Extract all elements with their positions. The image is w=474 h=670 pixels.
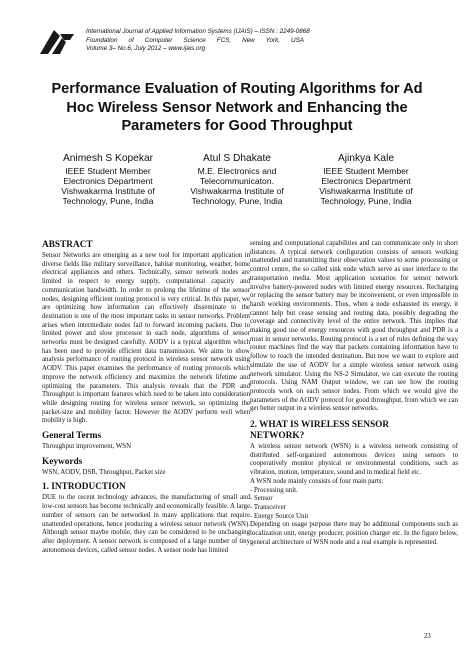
author-affiliation-line: Telecommunicaton.: [199, 175, 275, 186]
author-affiliation-line: M.E. Electronics and: [197, 165, 277, 176]
author-affiliation-line: IEEE Student Member: [65, 165, 151, 176]
journal-word: Foundation: [86, 36, 118, 44]
author-block-1: [44, 153, 172, 207]
journal-line-1: International Journal of Applied Information Systems (IJAIS) – ISSN : 2249-0868: [86, 28, 310, 35]
journal-word: York,: [265, 36, 281, 44]
journal-logo-icon: [40, 30, 74, 54]
author-block-2: [175, 153, 299, 207]
author-block-3: [302, 153, 430, 207]
author-affiliation-line: IEEE Student Member: [323, 165, 409, 176]
list-item: - Energy Source Unit: [250, 512, 309, 520]
paper-title: [24, 80, 450, 136]
journal-header: [86, 28, 336, 54]
list-item: - Transceiver: [250, 503, 286, 511]
list-item: - Processing unit.: [250, 486, 298, 494]
title-line-1: Performance Evaluation of Routing Algorithms for Ad: [51, 81, 423, 97]
journal-word: Computer: [144, 36, 173, 44]
journal-word: New: [242, 36, 255, 44]
right-column: [250, 240, 458, 548]
abstract-text: Sensor Networks are emerging as a new tool for important application in diverse fields like military surveillance, habitat monitoring, weather, home electrical appliances and others. Technically, sensor network nodes are limited in respect to energy supply, computational capacity and communication bandwidth. In order to prolong the lifetime of the sensor nodes, designing efficient routing protocol is very critical. In this paper, we are optimizing how information can effectively disseminate to the destination is one of the most important tasks in sensor networks. Problem arises when intermediate nodes fail to forward incoming packets. Due to limited power and slow processor in each node, algorithms of sensor networks must be designed carefully. AODV is a typical algorithm which has been used to provide efficient data transmission. We aims to show analysis performance of routing protocol in wireless sensor network using AODV. This paper examines the performance of routing protocols which improve the network efficiency and maximize the network lifetime and optimizing the parameters. This analysis reveals that the PDR and Throughput is important features which need to be taken into consideration while designing routing for wireless sensor network, so optimizing the packet-size and mobility factor. However the AODV perform well when mobility is high.: [42, 252, 250, 425]
introduction-text: DUE to the recent technology advances, the manufacturing of small and low-cost sensors has become technically and economically feasible. A large number of sensors can be networked in many applications that require unattended operations, hence producing a wireless sensor network (WSN). Although sensor maybe mobile, they can be considered to be unchanging after deployment. A sensor network is composed of a large number of tiny autonomous devices, called sensor nodes. A sensor node has limited: [42, 494, 250, 554]
author-affiliation-line: Technology, Pune, India: [191, 196, 283, 207]
journal-word: of: [128, 36, 134, 44]
title-line-3: Parameters for Good Throughput: [121, 118, 353, 134]
author-affiliation-line: Vishwakarma Institute of: [61, 186, 155, 197]
introduction-continuation-text: sensing and computational capabilities and can communicate only in short distances. A typical network configuration consists of sensors working unattended and transmitting their observation values to some processing or control centre, the so called sink node which serve as user interface to the transportation media. Most application scenarios for sensor network involve battery-powered nodes with limited energy resources. Recharging or replacing the sensor battery may be inconvenient, or even impossible in harsh working environments. Thus, when a node exhausted its energy, it cannot help but cease sensing and routing data, possibly degrading the coverage and connectivity level of the entire network. This implies that making good use of energy resources with good throughput and PDR is a must in sensor networks. Routing protocol is a set of rules defining the way router machines find the way that packets containing information have to follow to reach the intended destination. But now we want to explore and simulate the use of AODV for a simple wireless sensor network using network simulator. Using the NS-2 Simulator, we can execute the routing protocols. Using NAM Output window, we can see how the routing protocols work on each sensor nodes. From which we would give the parameters of the AODV protocol for good throughput, from which we can get better output in a wireless sensor networks.: [250, 240, 458, 413]
journal-word: USA: [291, 36, 304, 44]
journal-line-3: Volume 3– No.6, July 2012 – www.ijais.org: [86, 45, 206, 52]
section2-text: A wireless sensor network (WSN) is a wireless network consisting of distributed self-organized autonomous devices using sensors to cooperatively monitor physical or environmental conditions, such as vibration, motion, temperature, sound and in medical field etc.: [250, 443, 458, 477]
abstract-heading: ABSTRACT: [42, 240, 93, 250]
author-affiliation-line: Electronics Department: [321, 175, 411, 186]
author-affiliation-line: Technology, Pune, India: [320, 196, 412, 207]
section2-heading-line-2: NETWORK?: [250, 431, 305, 442]
section2-heading: [250, 420, 458, 442]
page-number: 23: [424, 633, 431, 640]
author-affiliation-line: Technology, Pune, India: [62, 196, 154, 207]
keywords-text: WSN, AODV, DSR, Throughput, Packet size: [42, 468, 166, 476]
author-name: Animesh S Kopekar: [62, 153, 154, 164]
journal-line-2: [86, 37, 304, 46]
author-affiliation-line: Vishwakarma Institute of: [319, 186, 413, 197]
author-name: Ajinkya Kale: [337, 153, 395, 164]
title-line-2: Hoc Wireless Sensor Network and Enhancing the: [66, 99, 408, 116]
author-affiliation-line: Vishwakarma Institute of: [190, 186, 284, 197]
left-column: [42, 240, 250, 555]
general-terms-heading: General Terms: [42, 431, 102, 442]
author-name: Atul S Dhakate: [203, 153, 271, 164]
journal-word: Science: [183, 36, 206, 44]
keywords-heading: Keywords: [42, 456, 83, 467]
journal-word: FCS,: [216, 36, 232, 44]
introduction-heading: 1. INTRODUCTION: [42, 482, 126, 493]
list-intro: A WSN node mainly consists of four main parts:: [250, 477, 384, 485]
author-affiliation-line: Electronics Department: [63, 175, 153, 186]
section2-heading-line-1: 2. WHAT IS WIRELESS SENSOR: [250, 420, 390, 431]
list-item: - Sensor: [250, 495, 273, 503]
section2-closing-text: Depending on usage purpose there may be additional components such as localization unit, energy producer, position charger etc. In the figure below, general architecture of WSN node and a real example is represented.: [250, 521, 458, 546]
general-terms-text: Throughput improvement, WSN: [42, 443, 132, 451]
